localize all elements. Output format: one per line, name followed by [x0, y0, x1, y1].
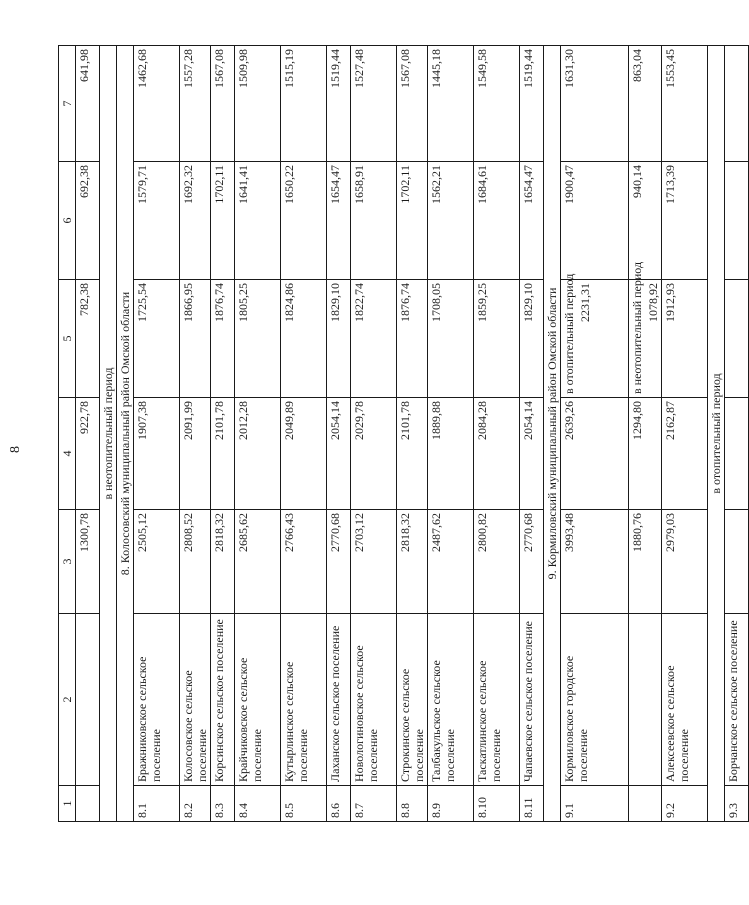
section-title: 9. Кормиловский муниципальный район Омской области: [544, 46, 561, 822]
column-header: 6: [59, 162, 76, 280]
value-cell: 1300,78: [76, 510, 100, 614]
row-code: 8.10: [474, 786, 520, 822]
value-cell: 1829,10: [327, 280, 351, 398]
table-row: [629, 46, 662, 822]
value-cell: 1889,88: [428, 398, 474, 510]
value-cell: 1553,45: [662, 46, 708, 162]
row-name: Бражниковское сельское поселение: [134, 614, 180, 786]
value-cell: [725, 162, 749, 280]
table-row: [351, 46, 397, 822]
row-code: 8.11: [520, 786, 544, 822]
value-cell: 1650,22: [281, 162, 327, 280]
value-cell: 940,14: [629, 162, 662, 280]
row-name: Чапаевское сельское поселение: [520, 614, 544, 786]
value-cell: [725, 510, 749, 614]
value-cell: 2091,99: [180, 398, 211, 510]
row-name: Талбакульское сельское поселение: [428, 614, 474, 786]
value-cell: 1866,95: [180, 280, 211, 398]
value-cell: [725, 280, 749, 398]
row-name: Корсинское сельское поселение: [211, 614, 235, 786]
value-cell: [725, 398, 749, 510]
column-header: 4: [59, 398, 76, 510]
row-code: 8.2: [180, 786, 211, 822]
page-number: 8: [8, 446, 23, 453]
value-cell: 1509,98: [235, 46, 281, 162]
column-header: 3: [59, 510, 76, 614]
value-cell: 2770,68: [327, 510, 351, 614]
value-cell: 1702,11: [397, 162, 428, 280]
value-cell: 2766,43: [281, 510, 327, 614]
value-cell: 1557,28: [180, 46, 211, 162]
column-header: 5: [59, 280, 76, 398]
value-cell: 1859,25: [474, 280, 520, 398]
header-row: [59, 46, 76, 822]
value-cell: 1876,74: [211, 280, 235, 398]
value-cell: 1515,19: [281, 46, 327, 162]
tariff-table: [58, 45, 749, 822]
value-cell: 2101,78: [211, 398, 235, 510]
value-cell: 2770,68: [520, 510, 544, 614]
value-cell: 2054,14: [327, 398, 351, 510]
row-name: Крайчиковское сельское поселение: [235, 614, 281, 786]
value-cell: [725, 46, 749, 162]
value-cell: 2639,26: [561, 398, 629, 510]
value-cell: 2808,52: [180, 510, 211, 614]
row-name: [561, 614, 629, 786]
row-code: [629, 786, 662, 822]
value-cell: 782,38: [76, 280, 100, 398]
row-code: 8.4: [235, 786, 281, 822]
value-cell: 1713,39: [662, 162, 708, 280]
value-cell: 1631,30: [561, 46, 629, 162]
value-cell: 1880,76: [629, 510, 662, 614]
table-row: [235, 46, 281, 822]
value-cell: 1527,48: [351, 46, 397, 162]
value-cell: 1562,21: [428, 162, 474, 280]
section-row: [708, 46, 725, 822]
value-cell: 2487,62: [428, 510, 474, 614]
value-cell: 2800,82: [474, 510, 520, 614]
value-cell: 1708,05: [428, 280, 474, 398]
value-cell: 2162,87: [662, 398, 708, 510]
table-row: [76, 46, 100, 822]
value-cell: 1702,11: [211, 162, 235, 280]
value-cell: 1445,18: [428, 46, 474, 162]
value-cell: 1462,68: [134, 46, 180, 162]
value-cell: 3993,48: [561, 510, 629, 614]
value-cell: 1725,54: [134, 280, 180, 398]
period-caption: в отопительный период: [562, 273, 576, 394]
value-cell: 2703,12: [351, 510, 397, 614]
value-cell: 2049,89: [281, 398, 327, 510]
value-cell: 2505,12: [134, 510, 180, 614]
value-cell: 1912,93: [662, 280, 708, 398]
value-cell: 1900,47: [561, 162, 629, 280]
row-name: [76, 614, 100, 786]
section-title: 8. Колосовский муниципальный район Омской области: [117, 46, 134, 822]
section-row: [100, 46, 117, 822]
table-body: [76, 46, 749, 822]
table-row: [725, 46, 749, 822]
row-name: Лаханское сельское поселение: [327, 614, 351, 786]
value-cell: 2084,28: [474, 398, 520, 510]
value-cell: 1658,91: [351, 162, 397, 280]
table-row: [327, 46, 351, 822]
value-cell: 1907,38: [134, 398, 180, 510]
value-cell: 1684,61: [474, 162, 520, 280]
section-row: [117, 46, 134, 822]
value-cell: 863,04: [629, 46, 662, 162]
table-row: [474, 46, 520, 822]
section-title: в неотопительный период: [100, 46, 117, 822]
value-cell: 1654,47: [520, 162, 544, 280]
value-text: 2231,31: [578, 283, 592, 322]
value-cell: 1519,44: [327, 46, 351, 162]
value-cell: 2012,28: [235, 398, 281, 510]
table-row: [397, 46, 428, 822]
row-code: 8.6: [327, 786, 351, 822]
table-row: [134, 46, 180, 822]
row-code: 8.3: [211, 786, 235, 822]
section-title: в отопительный период: [708, 46, 725, 822]
value-cell: 1519,44: [520, 46, 544, 162]
row-name: [629, 614, 662, 786]
value-cell: 1829,10: [520, 280, 544, 398]
row-code: 8.8: [397, 786, 428, 822]
value-cell: 1567,08: [211, 46, 235, 162]
row-code: [76, 786, 100, 822]
row-name-text: Кормиловское городское поселение: [562, 655, 590, 782]
column-header: 7: [59, 46, 76, 162]
value-cell: 1549,58: [474, 46, 520, 162]
row-name: Строкинское сельское поселение: [397, 614, 428, 786]
row-name: Алексеевское сельское поселение: [662, 614, 708, 786]
row-code: 9.3: [725, 786, 749, 822]
value-cell: 1876,74: [397, 280, 428, 398]
value-cell: 2979,03: [662, 510, 708, 614]
table-row: [281, 46, 327, 822]
row-code: 8.7: [351, 786, 397, 822]
value-cell: 1822,74: [351, 280, 397, 398]
row-code: 8.1: [134, 786, 180, 822]
row-code: 9.2: [662, 786, 708, 822]
column-header: 1: [59, 786, 76, 822]
value-cell: 2054,14: [520, 398, 544, 510]
value-cell: 2818,32: [211, 510, 235, 614]
row-code: 8.5: [281, 786, 327, 822]
row-code: 8.9: [428, 786, 474, 822]
row-code: 9.1: [561, 786, 629, 822]
table-row: [520, 46, 544, 822]
value-cell: 2029,78: [351, 398, 397, 510]
value-cell: 2101,78: [397, 398, 428, 510]
row-name: Таскатлинское сельское поселение: [474, 614, 520, 786]
column-header: 2: [59, 614, 76, 786]
value-cell: 1805,25: [235, 280, 281, 398]
value-cell: 2818,32: [397, 510, 428, 614]
table-row: [662, 46, 708, 822]
table-row: [211, 46, 235, 822]
value-cell: 922,78: [76, 398, 100, 510]
value-cell: 1579,71: [134, 162, 180, 280]
value-cell: [561, 273, 629, 398]
period-caption: в неотопительный период: [630, 261, 644, 394]
rotated-table-container: [58, 46, 740, 822]
value-cell: 641,98: [76, 46, 100, 162]
value-cell: 1654,47: [327, 162, 351, 280]
value-cell: 1824,86: [281, 280, 327, 398]
value-text: 1078,92: [646, 283, 660, 322]
value-cell: 1692,32: [180, 162, 211, 280]
value-cell: 2685,62: [235, 510, 281, 614]
table-row: [561, 46, 629, 822]
value-cell: 1641,41: [235, 162, 281, 280]
table-row: [428, 46, 474, 822]
section-row: [544, 46, 561, 822]
value-cell: 692,38: [76, 162, 100, 280]
value-cell: [629, 261, 662, 398]
row-name: Новологиновское сельское поселение: [351, 614, 397, 786]
value-cell: 1294,80: [629, 398, 662, 510]
row-name: Кутырлинское сельское поселение: [281, 614, 327, 786]
table-row: [180, 46, 211, 822]
row-name: Борчанское сельское поселение: [725, 614, 749, 786]
row-name: Колосовское сельское поселение: [180, 614, 211, 786]
value-cell: 1567,08: [397, 46, 428, 162]
